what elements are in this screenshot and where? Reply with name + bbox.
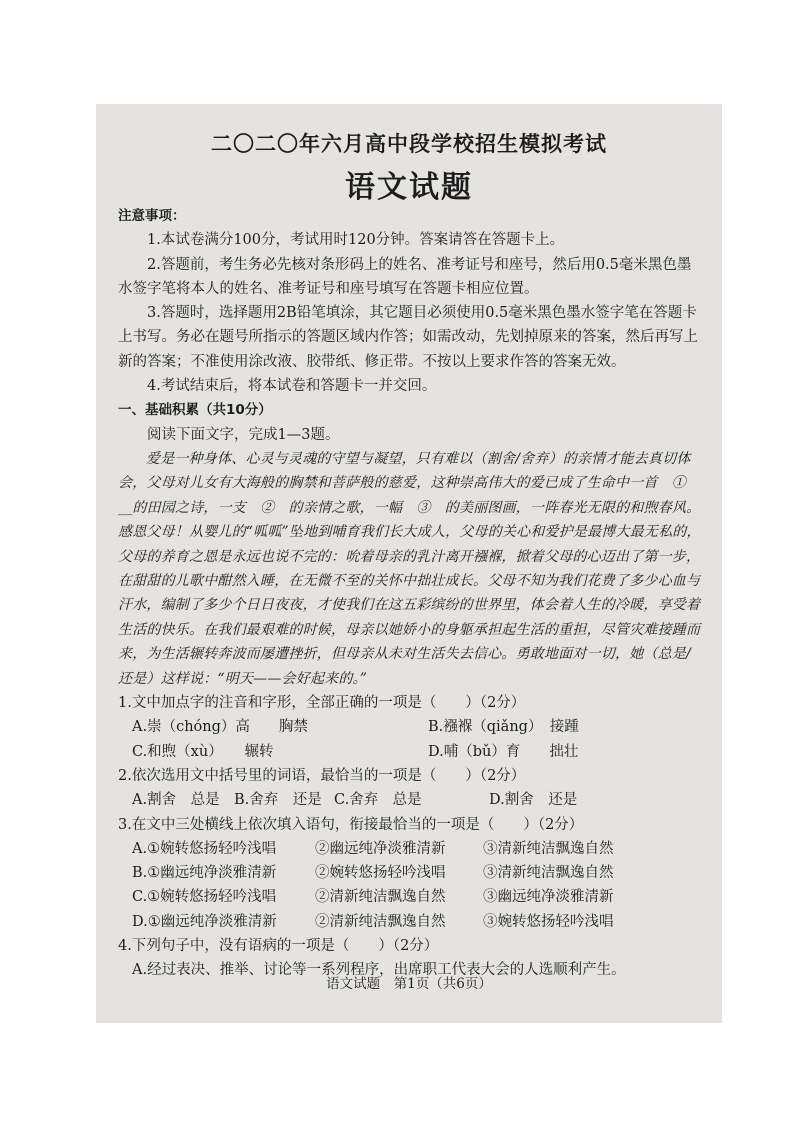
question-2-stem: 2.依次选用文中括号里的词语，最恰当的一项是（ ）（2分） <box>118 767 526 784</box>
option-c-part-1: C.①婉转悠扬轻吟浅唱 <box>132 889 277 906</box>
question-3-options <box>118 837 704 934</box>
option-b-part-2: ②婉转悠扬轻吟浅唱 <box>315 865 446 882</box>
option-a: A.经过表决、推举、讨论等一系列程序，出席职工代表大会的人选顺利产生。 <box>132 962 626 979</box>
exam-subtitle: 语文试题 <box>345 170 473 205</box>
option-d: D.割舍 还是 <box>489 792 578 809</box>
option-a: A.割舍 总是 <box>132 792 220 809</box>
option-d-part-1: D.①幽远纯净淡雅清新 <box>132 913 277 930</box>
question-2-options <box>118 788 704 812</box>
note-item: 2.答题前，考生务必先核对条形码上的姓名、准考证号和座号，然后用0.5毫米黑色墨水签字笔将本人的姓名、准考证号和座号填写在答题卡相应位置。 <box>118 256 692 297</box>
section-heading: 一、基础积累（共10分） <box>118 402 272 419</box>
question-4-stem: 4.下列句子中，没有语病的一项是（ ）（2分） <box>118 938 439 954</box>
note-item: 1.本试卷满分100分，考试用时120分钟。答案请答在答题卡上。 <box>147 232 565 249</box>
note-item: 4.考试结束后，将本试卷和答题卡一并交回。 <box>147 378 437 395</box>
question-1-stem: 1.文中加点字的注音和字形，全部正确的一项是（ ）（2分） <box>118 695 526 712</box>
option-c-part-3: ③幽远纯净淡雅清新 <box>483 889 614 906</box>
option-d: D.哺（bǔ）育 拙壮 <box>428 743 579 760</box>
reading-passage: 爱是一种身体、心灵与灵魂的守望与凝望，只有难以（割舍/舍弃）的亲情才能去真切体会，父母对儿女有大海般的胸禁和菩萨般的慈爱，这种崇高伟大的爱已成了生命中一首 ① __的田园之诗，一支 ② 的亲情之歌，一幅 ③ 的美丽图画，一阵春光无限的和煦春风。感恩父母！从婴儿的“呱呱”坠地到哺育我们长大成人，父母的关心和爱护是最博大最无私的，父母的养育之恩是永远也说不完的：吮着母亲的乳汁离开襁褓，掀着父母的心迈出了第一步，在甜甜的儿歌中酣然入睡，在无微不至的关怀中拙壮成长。父母不知为我们花费了多少心血与汗水，编制了多少个日日夜夜，才使我们在这五彩缤纷的世界里，体会着人生的冷暖，享受着生活的快乐。在我们最艰难的时候，母亲以她娇小的身躯承担起生活的重担，尽管灾难接踵而来，为生活辗转奔波而屡遭挫折，但母亲从未对生活失去信心。勇敢地面对一切，她（总是/还是）这样说：“明天——会好起来的。” <box>118 450 701 687</box>
option-a-part-1: A.①婉转悠扬轻吟浅唱 <box>132 840 277 857</box>
option-a: A.崇（chóng）高 胸禁 <box>132 719 308 736</box>
option-c-part-2: ②清新纯洁飘逸自然 <box>315 889 446 906</box>
exam-body <box>118 204 704 983</box>
option-b-part-3: ③清新纯洁飘逸自然 <box>483 865 614 882</box>
option-c: C.舍弃 总是 <box>334 792 422 809</box>
option-d-part-2: ②清新纯洁飘逸自然 <box>315 913 446 930</box>
note-item: 3.答题时，选择题用2B铅笔填涂，其它题目必须使用0.5毫米黑色墨水签字笔在答题卡上书写。务必在题号所指示的答题区域内作答；如需改动，先划掉原来的答案，然后再写上新的答案；不准使用涂改液、胶带纸、修正带。不按以上要求作答的答案无效。 <box>118 305 698 370</box>
option-b: B.襁褓（qiǎng） 接踵 <box>428 719 579 736</box>
question-1-options <box>118 715 704 764</box>
question-3-stem: 3.在文中三处横线上依次填入语句，衔接最恰当的一项是（ ）（2分） <box>118 816 584 833</box>
exam-page <box>96 104 722 1023</box>
option-c: C.和煦（xù） 辗转 <box>132 743 274 760</box>
page-footer: 语文试题 第1页（共6页） <box>326 976 492 992</box>
option-a-part-2: ②幽远纯净淡雅清新 <box>315 840 446 857</box>
section-intro: 阅读下面文字，完成1—3题。 <box>147 426 340 443</box>
option-b: B.舍弃 还是 <box>234 792 322 809</box>
exam-title: 二〇二〇年六月高中段学校招生模拟考试 <box>211 131 607 156</box>
notes-heading: 注意事项： <box>118 208 186 224</box>
option-d-part-3: ③婉转悠扬轻吟浅唱 <box>483 913 614 930</box>
option-b-part-1: B.①幽远纯净淡雅清新 <box>132 865 277 882</box>
option-a-part-3: ③清新纯洁飘逸自然 <box>483 840 614 857</box>
